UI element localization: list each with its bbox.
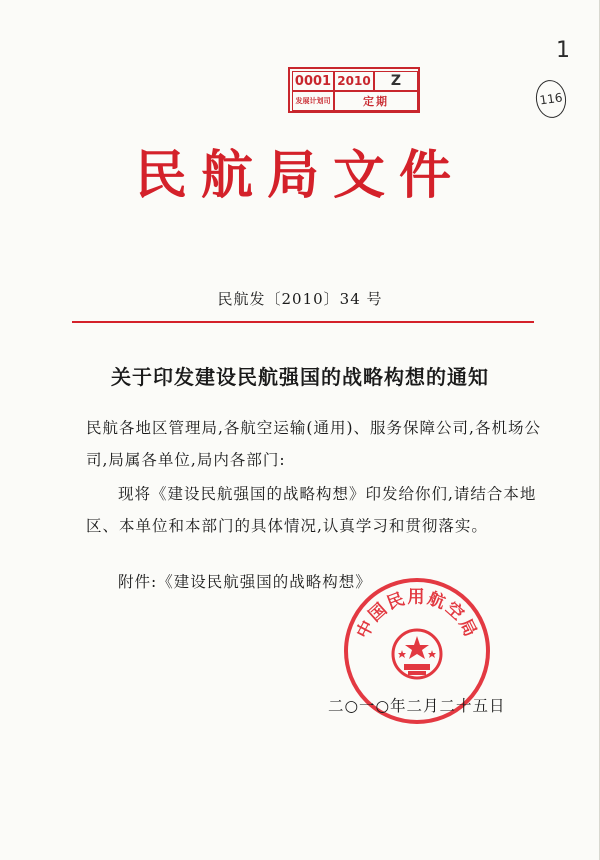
archive-stamp [288,67,420,113]
attachment-line: 附件:《建设民航强国的战略构想》 [118,573,372,591]
national-emblem-icon [393,630,441,678]
archive-retention: 定期 [334,91,418,111]
document-header-title: 民航局文件 [134,146,465,206]
archive-year: 2010 [334,71,374,91]
red-divider-line [72,321,534,323]
body-line-1: 现将《建设民航强国的战略构想》印发给你们,请结合本地 [118,485,537,503]
addressee-line-2: 司,局属各单位,局内各部门: [86,451,286,469]
signing-date: 二○一○年二月二十五日 [328,697,506,715]
archive-handwritten-mark: Z [374,71,418,91]
margin-circled-number: 116 [534,78,569,120]
addressee-line-1: 民航各地区管理局,各航空运输(通用)、服务保障公司,各机场公 [86,419,541,437]
archive-department: 发展计划司 [292,91,334,111]
archive-serial: 0001 [292,71,334,91]
margin-page-mark: 1 [556,38,570,63]
document-number: 民航发〔2010〕34 号 [217,290,383,308]
notice-title: 关于印发建设民航强国的战略构想的通知 [111,365,489,389]
seal-text: 中国民用航空局 [352,587,482,642]
body-line-2: 区、本单位和本部门的具体情况,认真学习和贯彻落实。 [86,517,488,535]
